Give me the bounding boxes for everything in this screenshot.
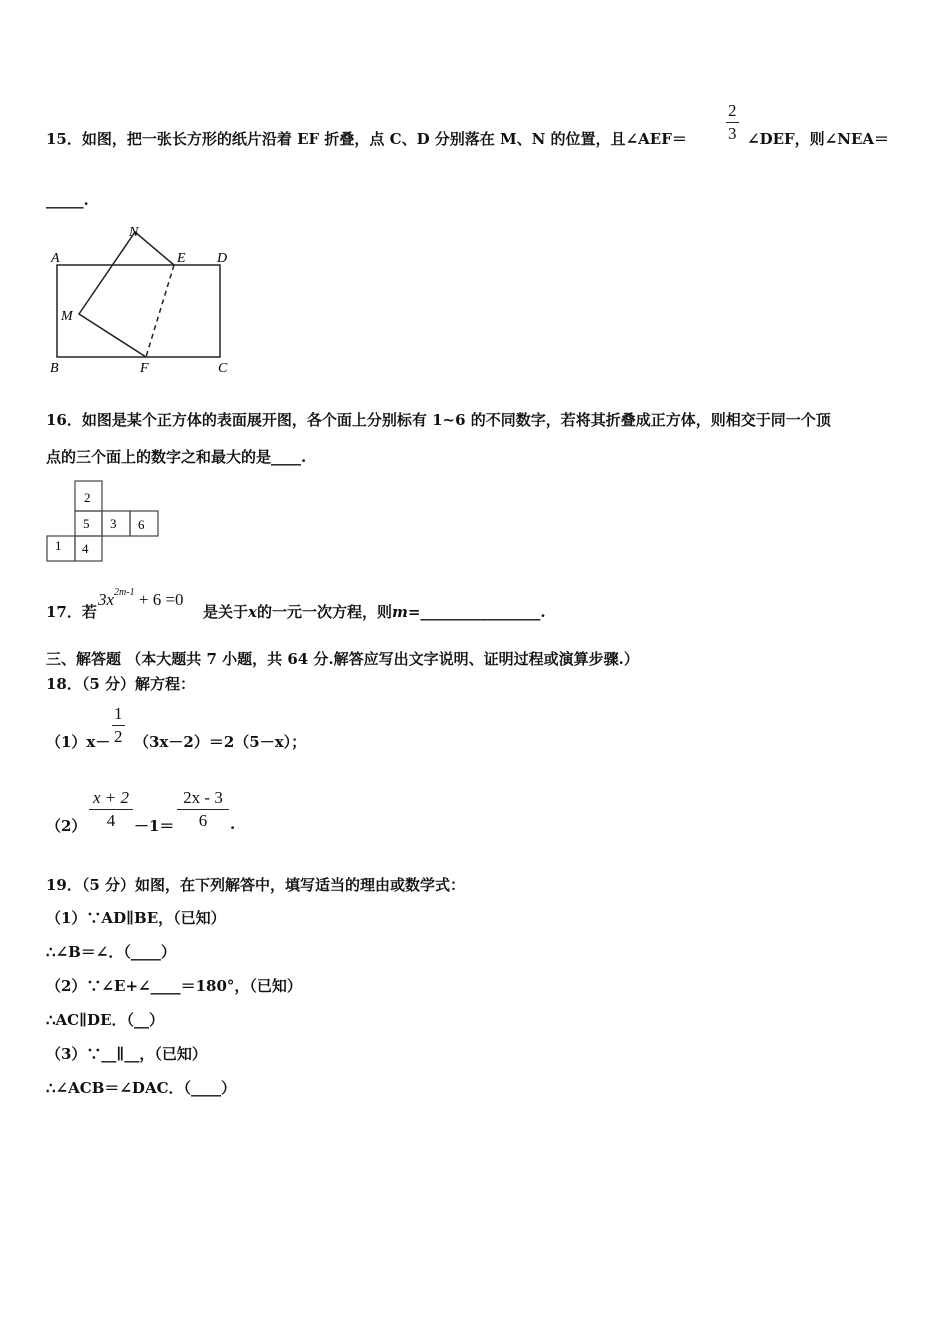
q17-text xyxy=(203,601,546,622)
q17-mid: 是关于 xyxy=(203,603,249,621)
q18-part1-b: （3x－2）＝2（5－x）； xyxy=(134,733,307,751)
q15-text-a: 15．如图，把一张长方形的纸片沿着 EF 折叠，点 C、D 分别落在 M、N 的位置，且∠AEF＝ xyxy=(46,130,687,148)
net-cell-1: 1 xyxy=(55,538,62,553)
q17-eq-exponent: 2m-1 xyxy=(114,587,135,599)
q19-line-4: ∴AC∥DE．（__） xyxy=(46,1011,165,1029)
q17-eq-coef: 3x xyxy=(98,590,115,609)
q17-prefix: 17．若 xyxy=(46,603,97,621)
q15-fraction-numerator: 2 xyxy=(726,101,739,123)
net-cell-5: 5 xyxy=(83,516,90,531)
q19-line-5: （3）∵__∥__，（已知） xyxy=(46,1045,207,1063)
net-cell-2: 2 xyxy=(84,490,91,505)
q17-var-x: x xyxy=(248,603,257,621)
q19-title: 19．（5 分）如图，在下列解答中，填写适当的理由或数学式： xyxy=(46,876,466,894)
q18-part2-denominator-2: 6 xyxy=(198,811,208,830)
label-n: N xyxy=(129,225,139,240)
q18-part2-numerator-2: 2x - 3 xyxy=(177,788,229,810)
q18-part1-fraction xyxy=(112,704,125,747)
q15-fold-figure xyxy=(40,220,240,380)
net-cell-4: 4 xyxy=(82,541,89,556)
q19-line-1: （1）∵AD∥BE，（已知） xyxy=(46,909,226,927)
q17-eq-rest: + 6 =0 xyxy=(138,590,184,609)
label-a: A xyxy=(51,251,60,266)
label-e: E xyxy=(177,251,186,266)
q18-part2-fraction-2 xyxy=(177,788,229,831)
q18-part2-numerator-1: x + 2 xyxy=(89,788,133,810)
q17-equation xyxy=(98,587,184,610)
q16-line-2: 点的三个面上的数字之和最大的是____. xyxy=(46,448,307,466)
label-d: D xyxy=(217,251,228,266)
q16-cube-net xyxy=(45,478,165,564)
label-m: M xyxy=(61,309,73,324)
q19-line-2: ∴∠B＝∠．（____） xyxy=(46,943,176,961)
label-f: F xyxy=(140,361,149,376)
net-cell-6: 6 xyxy=(138,517,145,532)
q18-part1-numerator: 1 xyxy=(112,704,125,726)
folded-edge xyxy=(79,232,174,357)
q15-answer-blank: _____. xyxy=(46,191,89,209)
q17-var-m: m xyxy=(391,603,408,621)
q15-fraction xyxy=(726,101,739,144)
q17-mid2: 的一元一次方程，则 xyxy=(256,603,392,621)
label-b: B xyxy=(50,361,59,376)
q18-part1-a: （1）x－ xyxy=(46,733,111,751)
q16-line-1: 16．如图是某个正方体的表面展开图，各个面上分别标有 1~6 的不同数字，若将其折叠成正方体，则相交于同一个顶 xyxy=(46,411,831,429)
q18-part2-fraction-1 xyxy=(89,788,133,831)
q17-suffix: =________________. xyxy=(407,603,546,621)
q18-part1-denominator: 2 xyxy=(114,727,123,746)
q15-text-b: ∠DEF，则∠NEA＝ xyxy=(747,130,890,148)
q18-title: 18．（5 分）解方程： xyxy=(46,675,196,693)
section-3-heading: 三、解答题 （本大题共 7 小题，共 64 分.解答应写出文字说明、证明过程或演算步骤.） xyxy=(46,650,639,668)
q18-part2-denominator-1: 4 xyxy=(106,811,116,830)
q18-part2-label: （2） xyxy=(46,817,87,835)
q18-part2-end: . xyxy=(230,815,236,833)
net-cell-3: 3 xyxy=(110,516,117,531)
q18-part2-mid: －1＝ xyxy=(134,817,175,835)
q19-line-3: （2）∵∠E+∠____＝180°，（已知） xyxy=(46,977,302,995)
fold-line-ef xyxy=(146,265,174,357)
q19-line-6: ∴∠ACB＝∠DAC．（____） xyxy=(46,1079,237,1097)
label-c: C xyxy=(218,361,228,376)
q15-fraction-denominator: 3 xyxy=(728,124,737,143)
